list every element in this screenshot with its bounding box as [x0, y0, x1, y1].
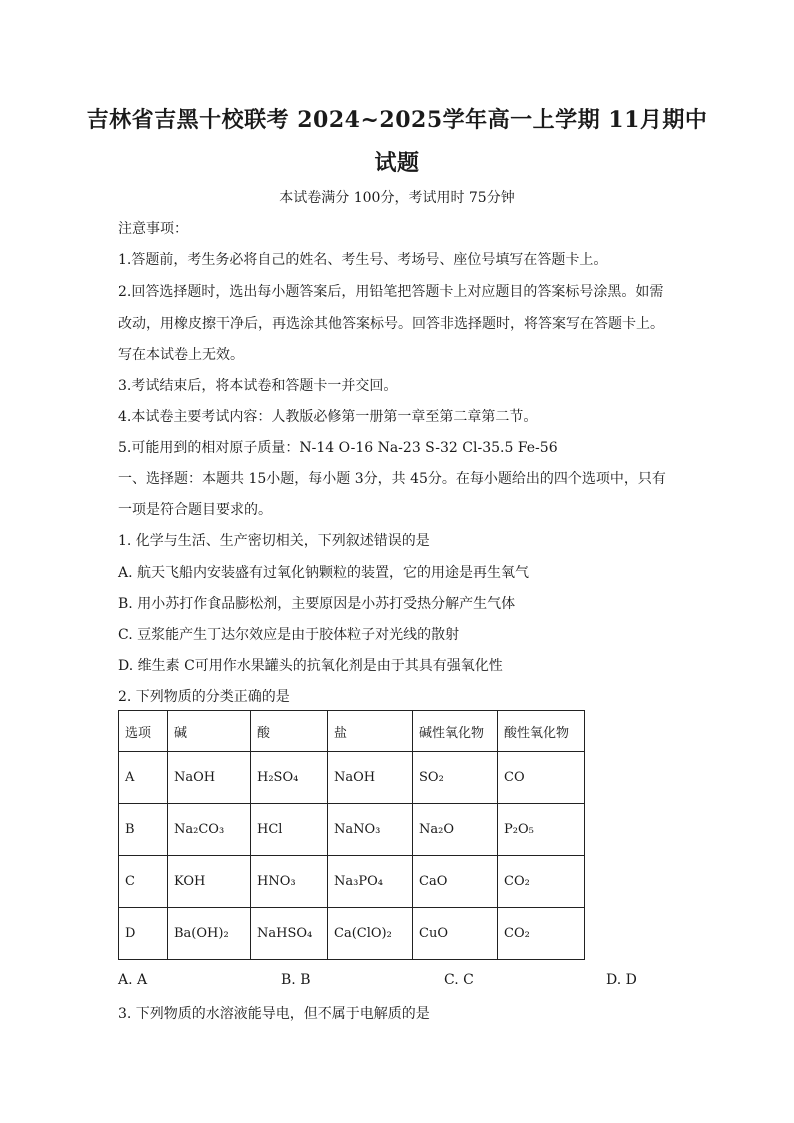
table-header-row: [119, 711, 585, 752]
note-1: 1.答题前，考生务必将自己的姓名、考生号、考场号、座位号填写在答题卡上。: [118, 252, 608, 268]
note-5: 5.可能用到的相对原子质量：N-14 O-16 Na-23 S-32 Cl-35.5 Fe-56: [118, 440, 558, 456]
table-cell: NaHSO₄: [251, 908, 328, 960]
table-cell: NaNO₃: [328, 804, 413, 856]
table-cell: Ca(ClO)₂: [328, 908, 413, 960]
notes-heading: 注意事项：: [118, 221, 188, 237]
exam-title-line1: 吉林省吉黑十校联考 2024~2025学年高一上学期 11月期中: [86, 107, 708, 133]
table-cell: HCl: [251, 804, 328, 856]
note-2-line1: 2.回答选择题时，选出每小题答案后，用铅笔把答题卡上对应题目的答案标号涂黑。如需: [118, 284, 664, 300]
table-cell: KOH: [168, 856, 251, 908]
q2-option-c: C. C: [444, 972, 474, 988]
q2-option-b: B. B: [281, 972, 311, 988]
table-cell: Ba(OH)₂: [168, 908, 251, 960]
table-header-cell: 选项: [119, 711, 168, 752]
table-cell: A: [119, 752, 168, 804]
table-header-cell: 碱性氧化物: [413, 711, 498, 752]
table-cell: HNO₃: [251, 856, 328, 908]
exam-subtitle: 本试卷满分 100分，考试用时 75分钟: [279, 190, 515, 206]
classification-table: [118, 710, 585, 960]
table-cell: C: [119, 856, 168, 908]
table-cell: Na₂O: [413, 804, 498, 856]
q2-stem: 2. 下列物质的分类正确的是: [118, 689, 290, 705]
table-cell: NaOH: [168, 752, 251, 804]
table-row: [119, 752, 585, 804]
table-header-cell: 碱: [168, 711, 251, 752]
note-4: 4.本试卷主要考试内容：人教版必修第一册第一章至第二章第二节。: [118, 409, 538, 425]
table-row: [119, 856, 585, 908]
table-cell: CO₂: [498, 908, 585, 960]
table-cell: D: [119, 908, 168, 960]
table-row: [119, 804, 585, 856]
table-cell: CaO: [413, 856, 498, 908]
table-cell: B: [119, 804, 168, 856]
table-cell: P₂O₅: [498, 804, 585, 856]
q2-option-a: A. A: [118, 972, 148, 988]
note-3: 3.考试结束后，将本试卷和答题卡一并交回。: [118, 378, 398, 394]
exam-title-line2: 试题: [374, 150, 420, 176]
q1-option-a: A. 航天飞船内安装盛有过氧化钠颗粒的装置，它的用途是再生氧气: [118, 565, 530, 581]
table-header-cell: 盐: [328, 711, 413, 752]
table-cell: NaOH: [328, 752, 413, 804]
q1-stem: 1. 化学与生活、生产密切相关，下列叙述错误的是: [118, 533, 430, 549]
table-cell: Na₂CO₃: [168, 804, 251, 856]
table-header-cell: 酸: [251, 711, 328, 752]
table-cell: CO: [498, 752, 585, 804]
note-2-line2: 改动，用橡皮擦干净后，再选涂其他答案标号。回答非选择题时，将答案写在答题卡上。: [118, 316, 664, 332]
section1-instructions-line1: 一、选择题：本题共 15小题，每小题 3分，共 45分。在每小题给出的四个选项中，只有: [118, 471, 666, 487]
section1-instructions-line2: 一项是符合题目要求的。: [118, 502, 272, 518]
table-cell: CuO: [413, 908, 498, 960]
q1-option-b: B. 用小苏打作食品膨松剂，主要原因是小苏打受热分解产生气体: [118, 596, 516, 612]
table-cell: CO₂: [498, 856, 585, 908]
table-row: [119, 908, 585, 960]
q3-stem: 3. 下列物质的水溶液能导电，但不属于电解质的是: [118, 1006, 430, 1022]
table-header-cell: 酸性氧化物: [498, 711, 585, 752]
table-cell: SO₂: [413, 752, 498, 804]
q2-option-d: D. D: [606, 972, 637, 988]
note-2-line3: 写在本试卷上无效。: [118, 347, 244, 363]
table-cell: H₂SO₄: [251, 752, 328, 804]
table-cell: Na₃PO₄: [328, 856, 413, 908]
q1-option-d: D. 维生素 C可用作水果罐头的抗氧化剂是由于其具有强氧化性: [118, 658, 503, 674]
q1-option-c: C. 豆浆能产生丁达尔效应是由于胶体粒子对光线的散射: [118, 627, 460, 643]
